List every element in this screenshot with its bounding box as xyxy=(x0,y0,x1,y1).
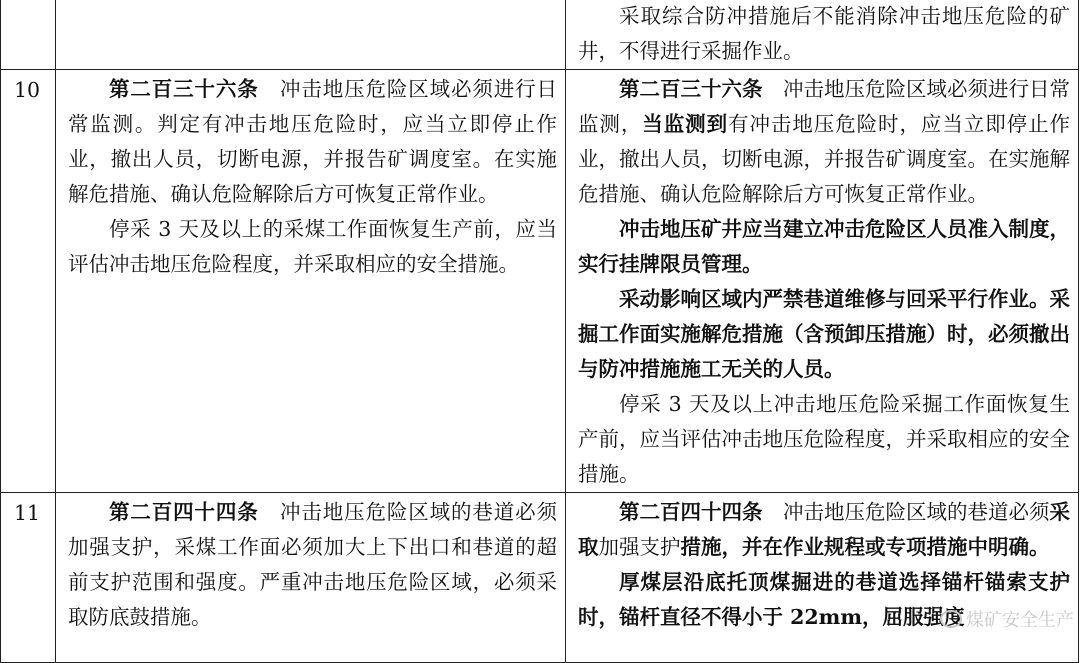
text: 停采 3 天及以上的采煤工作面恢复生产前，应当评估冲击地压危险程度，并采取相应的安全措施。 xyxy=(68,217,557,276)
bold-text: 冲击地压矿井应当建立冲击危险区人员准入制度，实行挂牌限员管理。 xyxy=(578,217,1070,276)
watermark-text: 煤矿安全生产 xyxy=(966,610,1074,631)
table-row xyxy=(1,70,1079,493)
original-text-cell xyxy=(56,0,566,70)
paragraph xyxy=(578,282,1070,387)
revised-text-cell xyxy=(566,0,1079,70)
row-number: 11 xyxy=(1,493,56,663)
paragraph xyxy=(578,72,1070,212)
row-number xyxy=(1,0,56,70)
paragraph xyxy=(68,212,557,282)
paragraph xyxy=(578,387,1070,492)
paragraph xyxy=(578,495,1070,565)
text: 有冲击地压危险时，应当立即停止作业，撤出人员，切断电源，并报告矿调度室。在实施解危措施、确认危险解除后方可恢复正常作业。 xyxy=(578,112,1071,206)
original-text-cell xyxy=(56,70,566,493)
wechat-icon xyxy=(940,610,962,628)
bold-text: 厚煤层沿底托顶煤掘进的巷道选择锚杆锚索支护时，锚杆直径不得小于 22mm，屈服强度 xyxy=(578,570,1070,629)
bold-text: 措施，并在作业规程或专项措施中明确。 xyxy=(680,535,1050,559)
revised-text-cell xyxy=(566,70,1079,493)
paragraph xyxy=(68,72,557,212)
watermark xyxy=(940,606,1074,632)
bold-text: 第二百三十六条 xyxy=(619,77,763,101)
text: 冲击地压危险区域的巷道必须加强支护，采煤工作面必须加大上下出口和巷道的超前支护范围和强度。严重冲击地压危险区域，必须采取防底鼓措施。 xyxy=(68,500,557,629)
bold-text: 第二百四十四条 xyxy=(619,500,763,524)
bold-text: 当监测到 xyxy=(642,112,729,136)
bold-text: 采动影响区域内严禁巷道维修与回采平行作业。采掘工作面实施解危措施（含预卸压措施）时，必须撤出与防冲措施施工无关的人员。 xyxy=(578,287,1070,381)
original-text-cell xyxy=(56,493,566,663)
paragraph xyxy=(578,212,1070,282)
revised-text-cell xyxy=(566,493,1079,663)
bold-text: 第二百三十六条 xyxy=(109,77,259,101)
table-row xyxy=(1,0,1079,70)
text: 加强支护 xyxy=(598,535,681,559)
bold-text: 第二百四十四条 xyxy=(109,500,259,524)
text: 冲击地压危险区域的巷道必须 xyxy=(762,500,1050,524)
row-number: 10 xyxy=(1,70,56,493)
bold-text: 采取 xyxy=(578,500,1070,559)
table-row xyxy=(1,493,1079,663)
text: 冲击地压危险区域必须进行日常监测， xyxy=(578,77,1070,136)
text: 停采 3 天及以上冲击地压危险采掘工作面恢复生产前，应当评估冲击地压危险程度，并采取相应的安全措施。 xyxy=(578,392,1070,486)
paragraph xyxy=(578,0,1070,69)
paragraph xyxy=(68,495,557,635)
text: 采取综合防冲措施后不能消除冲击地压危险的矿井，不得进行采掘作业。 xyxy=(578,4,1070,63)
text: 冲击地压危险区域必须进行日常监测。判定有冲击地压危险时，应当立即停止作业，撤出人员，切断电源，并报告矿调度室。在实施解危措施、确认危险解除后方可恢复正常作业。 xyxy=(68,77,557,206)
